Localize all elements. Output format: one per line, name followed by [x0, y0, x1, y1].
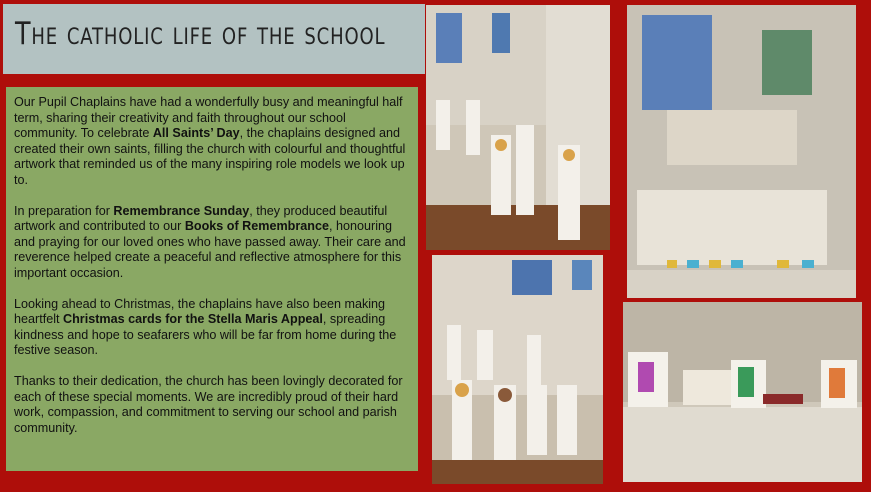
text: Thanks to their dedication, the church has been lovingly decorated for each of these special moments. We are incredibly proud of their hard work, compassion, and commitment to serving our school and parish community.	[14, 374, 403, 435]
text-box	[6, 87, 418, 471]
text: , the chaplains designed and created their own saints, filling the church with colourful and thoughtful artwork that reminded us of the many inspiring role models we look up to.	[14, 126, 406, 187]
text: , honouring and praying for our loved ones who have passed away. Their care and reverence helped create a peaceful and reflective atmosphere for this important occasion.	[14, 219, 406, 280]
bold-text: Books of Remembrance	[184, 219, 329, 233]
title-box	[3, 4, 425, 74]
photo-altar	[627, 5, 856, 298]
photo-saint-figures-steps	[432, 255, 603, 484]
text: Our Pupil Chaplains have had a wonderfully busy and meaningful half term, sharing their creativity and faith throughout our school community. To celebrate	[14, 95, 403, 140]
paragraph-thanks	[14, 374, 412, 436]
photo-saint-figures-church	[426, 5, 610, 250]
text: In preparation for	[14, 203, 114, 218]
text: Looking ahead to Christmas, the chaplains have also been making heartfelt	[14, 296, 386, 326]
bold-text: Christmas cards for the Stella Maris Appeal	[63, 312, 323, 326]
photo-remembrance-books	[623, 302, 862, 482]
page-title: The catholic life of the school	[15, 16, 386, 52]
text: , spreading kindness and hope to seafarers who will be far from home during the festive season.	[14, 312, 397, 357]
bold-text: All Saints’ Day	[152, 126, 240, 140]
bold-text: Remembrance Sunday	[113, 203, 250, 218]
paragraph-christmas	[14, 297, 412, 359]
text: , they produced beautiful artwork and contributed to our	[14, 203, 388, 233]
paragraph-remembrance	[14, 204, 412, 282]
paragraph-all-saints	[14, 95, 412, 188]
